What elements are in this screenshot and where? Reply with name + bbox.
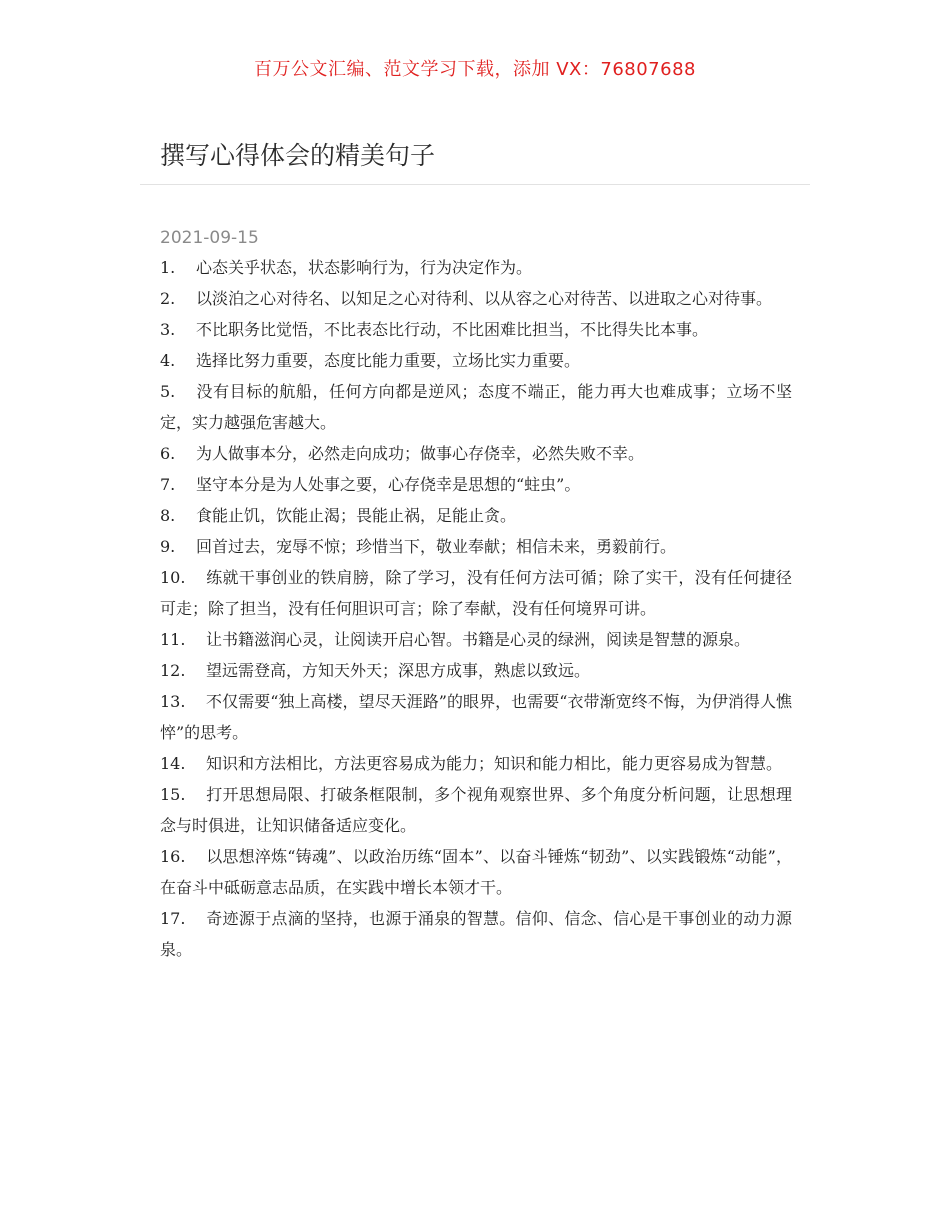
item-number: 12. [160, 661, 186, 680]
list-item [160, 469, 792, 500]
item-text: 回首过去，宠辱不惊；珍惜当下，敬业奉献；相信未来，勇毅前行。 [196, 537, 677, 556]
item-text: 练就干事创业的铁肩膀，除了学习，没有任何方法可循；除了实干，没有任何捷径可走；除了担当，没有任何胆识可言；除了奉献，没有任何境界可讲。 [160, 568, 792, 618]
publish-date: 2021-09-15 [160, 228, 259, 248]
list-item [160, 903, 792, 965]
list-item [160, 686, 792, 748]
item-text: 没有目标的航船，任何方向都是逆风；态度不端正，能力再大也难成事；立场不坚定，实力越强危害越大。 [160, 382, 792, 432]
item-number: 3. [160, 320, 176, 339]
item-text: 以思想淬炼“铸魂”、以政治历练“固本”、以奋斗锤炼“韧劲”、以实践锻炼“动能”，在奋斗中砥砺意志品质，在实践中增长本领才干。 [160, 847, 792, 897]
item-number: 7. [160, 475, 176, 494]
list-item [160, 283, 792, 314]
list-item [160, 655, 792, 686]
item-number: 11. [160, 630, 186, 649]
list-item [160, 438, 792, 469]
watermark-banner: 百万公文汇编、范文学习下载，添加 VX：76807688 [254, 59, 696, 80]
list-item [160, 779, 792, 841]
item-text: 望远需登高，方知天外天；深思方成事，熟虑以致远。 [206, 661, 591, 680]
item-number: 5. [160, 382, 176, 401]
item-number: 15. [160, 785, 186, 804]
title-divider [140, 184, 810, 185]
list-item [160, 314, 792, 345]
item-text: 不比职务比觉悟，不比表态比行动，不比困难比担当，不比得失比本事。 [196, 320, 709, 339]
list-item [160, 376, 792, 438]
item-text: 知识和方法相比，方法更容易成为能力；知识和能力相比，能力更容易成为智慧。 [206, 754, 783, 773]
item-number: 14. [160, 754, 186, 773]
page-title: 撰写心得体会的精美句子 [160, 141, 436, 170]
item-text: 奇迹源于点滴的坚持，也源于涌泉的智慧。信仰、信念、信心是干事创业的动力源泉。 [160, 909, 792, 959]
item-number: 2. [160, 289, 176, 308]
item-text: 以淡泊之心对待名、以知足之心对待利、以从容之心对待苦、以进取之心对待事。 [196, 289, 773, 308]
list-item [160, 252, 792, 283]
list-item [160, 624, 792, 655]
list-item [160, 531, 792, 562]
item-number: 1. [160, 258, 176, 277]
item-number: 10. [160, 568, 186, 587]
list-item [160, 500, 792, 531]
item-text: 心态关乎状态，状态影响行为，行为决定作为。 [196, 258, 533, 277]
item-number: 9. [160, 537, 176, 556]
item-text: 为人做事本分，必然走向成功；做事心存侥幸，必然失败不幸。 [196, 444, 645, 463]
sentence-list [160, 252, 792, 965]
item-text: 打开思想局限、打破条框限制，多个视角观察世界、多个角度分析问题，让思想理念与时俱进，让知识储备适应变化。 [160, 785, 792, 835]
item-number: 16. [160, 847, 186, 866]
list-item [160, 748, 792, 779]
list-item [160, 562, 792, 624]
list-item [160, 345, 792, 376]
item-number: 6. [160, 444, 176, 463]
item-text: 让书籍滋润心灵，让阅读开启心智。书籍是心灵的绿洲，阅读是智慧的源泉。 [206, 630, 751, 649]
item-text: 食能止饥，饮能止渴；畏能止祸，足能止贪。 [196, 506, 517, 525]
item-text: 选择比努力重要，态度比能力重要，立场比实力重要。 [196, 351, 581, 370]
item-number: 4. [160, 351, 176, 370]
item-text: 坚守本分是为人处事之要，心存侥幸是思想的“蛀虫”。 [196, 475, 581, 494]
list-item [160, 841, 792, 903]
item-number: 17. [160, 909, 186, 928]
item-number: 8. [160, 506, 176, 525]
item-number: 13. [160, 692, 186, 711]
item-text: 不仅需要“独上高楼，望尽天涯路”的眼界，也需要“衣带渐宽终不悔，为伊消得人憔悴”的思考。 [160, 692, 792, 742]
